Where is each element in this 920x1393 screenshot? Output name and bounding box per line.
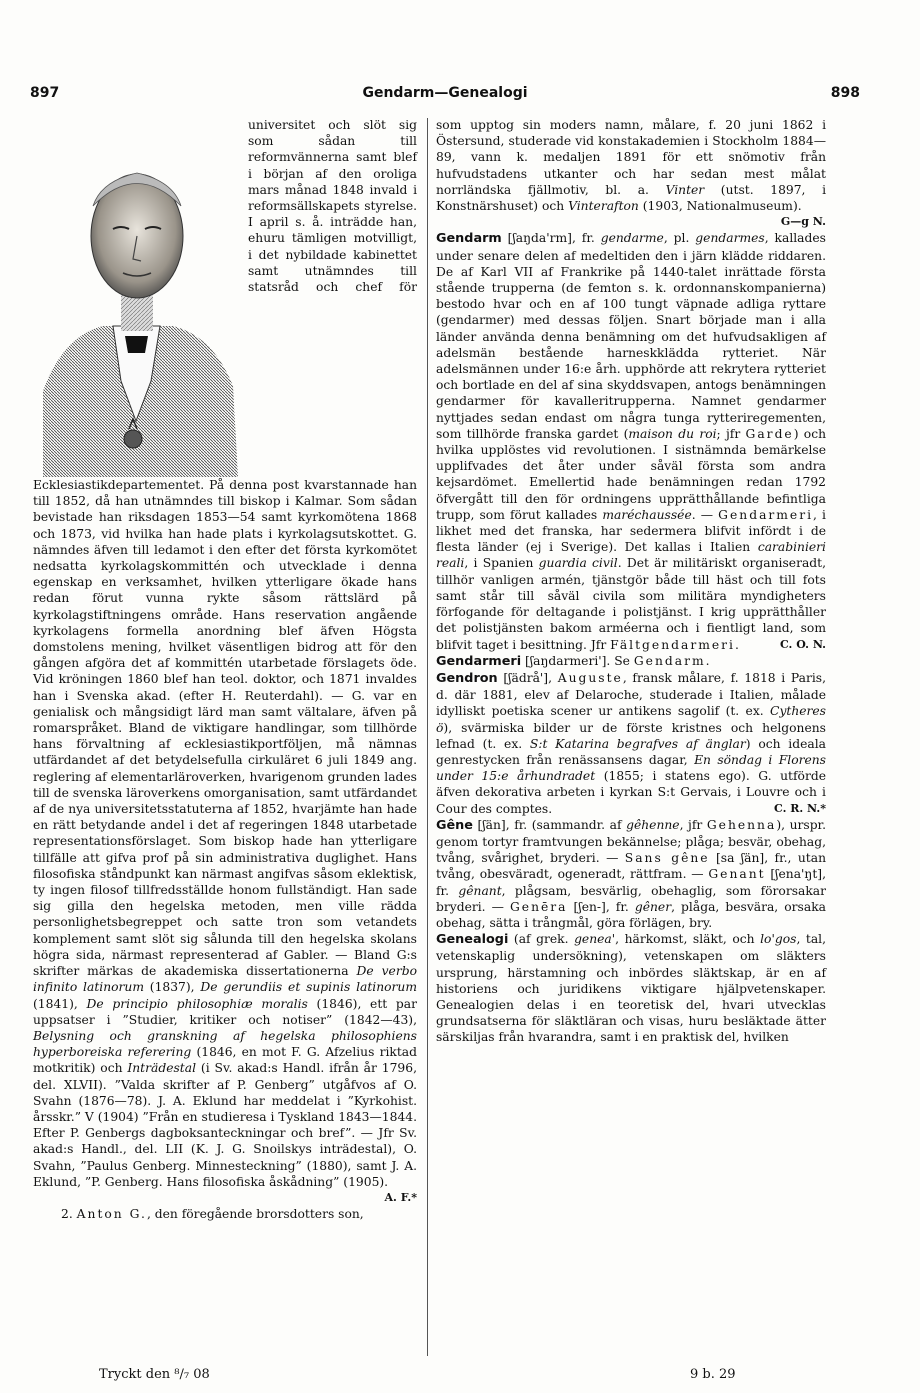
text-run: , jfr: [679, 817, 707, 832]
column-divider: [427, 118, 428, 1356]
entry-genealogi: [436, 931, 826, 1045]
cross-reference: Gendarm: [633, 653, 706, 668]
text-run: (af grek.: [508, 932, 575, 947]
entry-gendron: [436, 670, 826, 817]
text-run: , kallades under senare delen af medeltiden den i järn klädde riddaren. De af Karl VII af Frankrike på 1440-talet inrättade första stående trupperna (de femton s. k. ordonnanskompanierna) bestodo hvar och en af 100 tungt väpnade adliga ryttare (gendarmer) med dessas följen. Snart började man i alla länder använda denna benämning om det hufvudsakligen af adelsmän bestående harneskklädda rytteriet. När adelsmännen under 16:e årh. upphörde att rekrytera rytteriet och bortlade en del af sina skyddsvapen, antogs benämningen gendarmer för kavalleritrupperna. Namnet gendarmer nyttjades sedan endast om några tunga rytteriregementen, som tillhörde franska gardet (: [436, 231, 826, 441]
spaced-term: Genant: [708, 867, 766, 882]
text-run: [ʃän], fr. (sammandr. af: [472, 817, 627, 832]
running-title: Gendarm—Genealogi: [362, 85, 528, 101]
text-run: , den föregående brorsdotters son,: [146, 1207, 364, 1222]
text-run: ) och ideala genrestycken från renässansens dagar,: [436, 736, 826, 767]
italic-title: De verbo infinito latinorum: [33, 964, 417, 995]
italic-title: Vinterafton: [568, 199, 639, 214]
text-run: som upptog sin moders namn, målare, f. 20 juni 1862 i Östersund, studerade vid konstakademien i Stockholm 1884—89, vann k. medaljen 1891 för ett snömotiv från hufvudstadens utkanter och har sedan mest målat norrländska fjällmotiv, bl. a.: [436, 118, 826, 197]
text-run: [ʃen-], fr.: [567, 899, 635, 914]
text-run: ) och hvilka upplöstes vid revolutionen. I sistnämnda bemärkelse upplifvades det åter under såväl första som andra kejsardömet. Emellertid hade benämningen redan 1792 öfvergått till den för ordningens upprätthållande befintliga trupp, som förut kallades: [436, 426, 827, 522]
italic-term: gêhenne: [626, 817, 680, 832]
italic-title: Cytheres ö: [436, 704, 826, 735]
headword: Gendarmeri: [436, 653, 522, 669]
anton-genberg-entry: [33, 1206, 417, 1222]
headword: Genealogi: [436, 932, 509, 948]
text-run: (utst. 1897, i Konstnärshuset) och: [436, 182, 826, 214]
print-date: Tryckt den ⁸/₇ 08: [99, 1367, 210, 1382]
running-header: [30, 85, 860, 105]
spaced-name: Anton G.: [76, 1207, 147, 1222]
italic-term: gêner: [634, 899, 672, 914]
portrait-image: [33, 121, 240, 477]
spaced-term: Genēra: [509, 899, 568, 914]
text-run: 2.: [61, 1207, 77, 1222]
text-run: , plågsam, besvärlig, obehaglig, som förorsakar bryderi. —: [436, 883, 827, 914]
right-column: [436, 117, 826, 1046]
portrait-engraving: [33, 121, 240, 477]
headword: Gendarm: [436, 231, 502, 247]
anton-genberg-continued: [436, 117, 826, 229]
author-signature: A. F.*: [384, 1190, 417, 1204]
italic-title: S:t Katarina begrafves af änglar: [529, 736, 746, 751]
italic-term: carabinieri reali: [436, 540, 826, 571]
text-run: ), svärmiska bilder ur de förste kristnes och helgonens lefnad (t. ex.: [436, 720, 826, 751]
text-run: (1846), ett par uppsatser i ”Studier, kritiker och notiser” (1842—43),: [33, 996, 417, 1027]
cross-reference: Garde: [745, 426, 794, 441]
italic-title: De gerundiis et supinis latinorum: [200, 980, 417, 995]
text-run: (i Sv. akad:s Handl. ifrån år 1796, del. XLVII). ”Valda skrifter af P. Genberg” utgåfvos af O. Svahn (1876—78). J. A. Eklund har meddelat i ”Kyrkohist. årsskr.” V (1904) ”Från en studieresa i Tyskland 1843—1844. Efter P. Genbergs dagboksanteckningar och bref”. — Jfr Sv. akad:s Handl., del. LII (K. J. G. Snoilskys inträdestal), O. Svahn, ”Paulus Genberg. Minnesteckning” (1880), samt J. A. Eklund, ”P. Genberg. Hans filosofiska åskådning” (1905).: [33, 1061, 417, 1189]
italic-title: Vinter: [665, 182, 705, 197]
entry-gendarmeri: [436, 653, 826, 670]
italic-term: lo'gos: [760, 932, 797, 947]
entry-gendarm: [436, 230, 826, 652]
page-number-left: 897: [30, 85, 60, 101]
author-signature: G—g N.: [780, 215, 826, 229]
text-run: , fransk målare, f. 1818 i Paris, d. där 1881, elev af Delaroche, studerade i Italien, målade idylliskt poetiska scener ur antikens sagolif (t. ex.: [436, 670, 826, 719]
italic-term: guardia civil: [538, 556, 618, 571]
text-run: , tal, vetenskaplig undersökning), vetenskapen om släkters ursprung, härstamning och inbördes släktskap, är en af historiens och juridikens viktigare hjälpvetenskaper. Genealogien delas i en teoretisk del, hvari utvecklas grundsatserna för släktläran och visas, huru besläktade ätter särskiljas från hvarandra, samt i en praktisk del, hvilken: [436, 932, 827, 1045]
text-run: (1855; i statens ego). G. utförde äfven dekorativa arbeten i kyrkan S:t Gervais, i Louvre och i Cour des comptes.: [436, 769, 826, 816]
text-run: [ʃaŋdarmeri']. Se: [521, 653, 634, 668]
author-signature: C. O. N.: [780, 637, 826, 651]
entry-gene: [436, 817, 826, 931]
sheet-signature: 9 b. 29: [690, 1367, 736, 1382]
text-run: (1841),: [33, 996, 87, 1011]
italic-term: maréchaussée: [602, 507, 692, 522]
headword: Gendron: [436, 670, 498, 686]
italic-term: maison du roi: [628, 426, 717, 441]
text-run: , i Spanien: [464, 556, 539, 571]
cross-reference: Fältgendarmeri: [610, 637, 735, 652]
text-run: universitet och slöt sig som sådan till reformvännerna samt blef i början af den oroliga mars månad 1848 invald i reformsällskapets styrelse. I april s. å. inträdde han, ehuru tämligen motvilligt, i det nybildade kabinettet samt utnämndes till statsråd och chef för Ecklesiastikdepartementet. På denna post kvarstannade han till 1852, då han utnämndes till biskop i Kalmar. Som sådan bevistade han riksdagen 1853—54 samt kyrkomötena 1868 och 1873, vid hvilka han hade plats i kyrkolagsutskottet. G. nämndes äfven till ledamot i den efter det första kyrkomötet nedsatta kyrkolagskommittén och utvecklade i denna egenskap en verksamhet, hvilken ytterligare ökade hans redan förut vunna rykte såsom rättslärd på kyrkolagstiftningens område. Hans reservation angående kyrkolagens formella anordning blef äfven Högsta domstolens mening, hvilket väsentligen bidrog att för den gången afgöra det af kommittén utarbetade förslagets öde. Vid kröningen 1860 blef han teol. doktor, och 1871 invaldes han i Svenska akad. (efter H. Reuterdahl). — G. var en genialisk och mångsidigt lärd man samt vältalare, äfven på romarspråket. Bland de viktigare handlingar, som tillhörde hans förvaltning af ecklesiastikportföljen, må nämnas utfärdandet af det betydelsefulla cirkuläret 6 juli 1849 ang. reglering af elementarläroverken, hvarigenom grunden lades till de svenska läroverkens omorganisation, samt utfärdandet af de nya universitetsstatuterna af 1852, hvarjämte han hade en rätt betydande andel i det af regeringen 1848 utarbetade representationsförslaget. Som biskop hade han ytterligare tillfälle att gifva prof på sin administrativa duglighet. Hans filosofiska ståndpunkt kan närmast angifvas såsom eklektisk, ty ingen filosof tillfredsställde honom fullständigt. Han sade sig gilla den hegelska metoden, men ville rädda personlighetsbegreppet och satte tron som vetandets komplement samt slöt sig sålunda till den hegelska skolans högra sida, närmast representerad af Gabler. — Bland G:s skrifter märkas de akademiska dissertationerna: [33, 118, 417, 979]
spaced-term: Sans gêne: [624, 851, 710, 866]
text-run: . —: [691, 507, 719, 522]
text-run: . Det är militäriskt organiseradt, tillhör vanligen armén, tjänstgör både till häst och till fots samt står till såväl civila som militära myndigheters förfogande för deltagande i polistjänst. I krig upprätthåller det polistjänsten bakom arméerna och i fientligt land, som blifvit taget i besittning. Jfr: [436, 556, 827, 652]
italic-title: De principio philosophiæ moralis: [86, 996, 308, 1011]
text-run: .: [705, 653, 710, 668]
left-column: [33, 117, 417, 1222]
italic-term: genea': [574, 932, 616, 947]
italic-title: Belysning och granskning af hegelska philosophiens hyperboreiska referering: [33, 1028, 417, 1060]
spaced-term: Gendarmeri: [718, 507, 814, 522]
text-run: , härkomst, släkt, och: [615, 932, 761, 947]
text-run: , i likhet med det franska, har sedermera blifvit infördt i de flesta länder (ej i Sverige). Det kallas i Italien: [436, 507, 826, 555]
italic-term: gendarme: [600, 231, 664, 246]
text-run: (1837),: [143, 980, 201, 995]
text-run: (1903, Nationalmuseum).: [638, 199, 802, 214]
text-run: [sa ʃän], fr., utan tvång, obesväradt, ogeneradt, rättfram. —: [436, 851, 826, 882]
headword: Gêne: [436, 817, 473, 833]
text-run: , pl.: [663, 231, 696, 246]
italic-title: Inträdestal: [127, 1061, 196, 1076]
text-run: [ʃaŋda'rm], fr.: [501, 231, 601, 246]
author-signature: C. R. N.*: [774, 801, 826, 815]
text-run: [ʃädrå'],: [497, 670, 558, 685]
page-number-right: 898: [830, 85, 860, 101]
text-run: [ʃena'ŋt], fr.: [436, 867, 826, 898]
italic-term: gendarmes: [695, 231, 765, 246]
text-run: .: [734, 637, 739, 652]
text-run: (1846, en mot F. G. Afzelius riktad motkritik) och: [33, 1045, 417, 1076]
italic-term: gênant: [458, 883, 502, 898]
cross-reference: Gehenna: [706, 817, 777, 832]
italic-title: En söndag i Florens under 15:e århundradet: [436, 752, 826, 784]
text-run: , plåga, besvära, orsaka obehag, sätta i trångmål, göra förlägen, bry.: [436, 899, 826, 930]
spaced-name: Auguste: [557, 670, 623, 685]
text-run: ), urspr. genom tortyr framtvungen bekännelse; plåga; besvär, obehag, tvång, svårighet, bryderi. —: [436, 817, 826, 866]
text-run: ; jfr: [716, 426, 746, 441]
